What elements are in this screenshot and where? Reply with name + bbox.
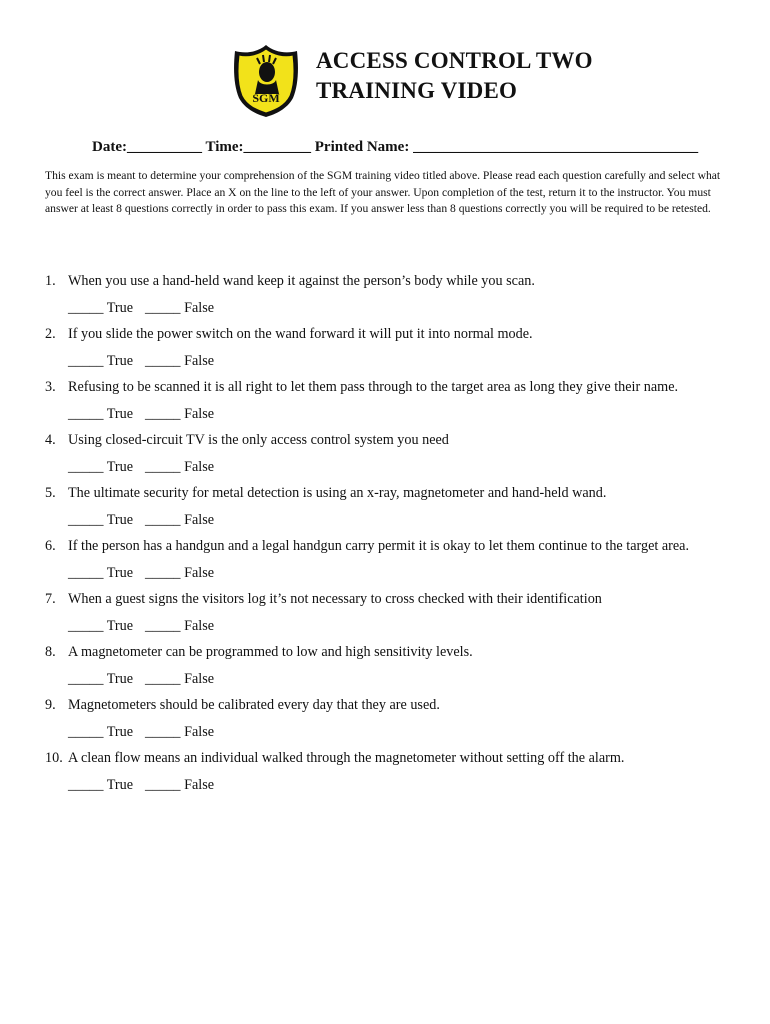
false-answer-blank[interactable]: _____ False — [145, 670, 215, 687]
answer-options — [45, 772, 735, 799]
title-line-2: TRAINING VIDEO — [316, 78, 518, 103]
false-answer-blank[interactable]: _____ False — [145, 458, 215, 475]
question-item — [45, 586, 735, 639]
question-text: When a guest signs the visitors log it’s not necessary to cross checked with their identification — [68, 591, 602, 607]
answer-options — [45, 454, 735, 481]
question-row — [45, 268, 735, 295]
question-text: If the person has a handgun and a legal handgun carry permit it is okay to let them continue to the target area. — [68, 538, 690, 554]
date-time-name-fields: Date:__________ Time:_________ Printed Name: ______________________________________ — [92, 139, 699, 155]
question-item — [45, 745, 735, 798]
question-text: When you use a hand-held wand keep it against the person’s body while you scan. — [68, 273, 535, 289]
question-row — [45, 427, 735, 454]
false-answer-blank[interactable]: _____ False — [145, 405, 215, 422]
false-answer-blank[interactable]: _____ False — [145, 776, 215, 793]
answer-options — [45, 348, 735, 375]
question-number: 9. — [45, 697, 56, 713]
question-list — [45, 268, 735, 798]
question-number: 2. — [45, 326, 56, 342]
instructions-paragraph: This exam is meant to determine your comprehension of the SGM training video titled above. Please read each question carefully and select what you feel is the correct answer. Place an X on the line to the left of your answer. Upon completion of the test, return it to the instructor. You must answer at least 8 questions correctly in order to pass this exam. If you answer less than 8 questions correctly you will be required to be retested. — [45, 169, 721, 215]
question-row — [45, 586, 735, 613]
false-answer-blank[interactable]: _____ False — [145, 564, 215, 581]
question-text: The ultimate security for metal detection is using an x-ray, magnetometer and hand-held wand. — [68, 485, 607, 501]
answer-options — [45, 719, 735, 746]
true-answer-blank[interactable]: _____ True — [68, 564, 134, 581]
false-answer-blank[interactable]: _____ False — [145, 723, 215, 740]
false-answer-blank[interactable]: _____ False — [145, 299, 215, 316]
true-answer-blank[interactable]: _____ True — [68, 511, 134, 528]
false-answer-blank[interactable]: _____ False — [145, 617, 215, 634]
true-answer-blank[interactable]: _____ True — [68, 458, 134, 475]
true-answer-blank[interactable]: _____ True — [68, 617, 134, 634]
logo-text: SGM — [252, 91, 280, 105]
question-item — [45, 533, 735, 586]
question-number: 6. — [45, 538, 56, 554]
question-number: 3. — [45, 379, 56, 395]
answer-options — [45, 401, 735, 428]
question-row — [45, 745, 735, 772]
answer-options — [45, 560, 735, 587]
question-item — [45, 321, 735, 374]
false-answer-blank[interactable]: _____ False — [145, 511, 215, 528]
question-row — [45, 480, 735, 507]
question-item — [45, 427, 735, 480]
answer-options — [45, 507, 735, 534]
question-number: 8. — [45, 644, 56, 660]
question-number: 1. — [45, 273, 56, 289]
question-row — [45, 692, 735, 719]
title-line-1: ACCESS CONTROL TWO — [316, 48, 593, 73]
question-item — [45, 268, 735, 321]
question-item — [45, 374, 735, 427]
false-answer-blank[interactable]: _____ False — [145, 352, 215, 369]
answer-options — [45, 295, 735, 322]
answer-options — [45, 613, 735, 640]
question-number: 4. — [45, 432, 56, 448]
question-number: 7. — [45, 591, 56, 607]
question-text: A clean flow means an individual walked through the magnetometer without setting off the alarm. — [68, 750, 625, 766]
true-answer-blank[interactable]: _____ True — [68, 352, 134, 369]
question-number: 10. — [45, 750, 63, 766]
true-answer-blank[interactable]: _____ True — [68, 670, 134, 687]
question-text: Refusing to be scanned it is all right to let them pass through to the target area as long they give their name. — [68, 379, 679, 395]
page-title — [316, 46, 593, 106]
true-answer-blank[interactable]: _____ True — [68, 776, 134, 793]
true-answer-blank[interactable]: _____ True — [68, 405, 134, 422]
question-item — [45, 639, 735, 692]
true-answer-blank[interactable]: _____ True — [68, 723, 134, 740]
question-row — [45, 639, 735, 666]
question-text: If you slide the power switch on the wand forward it will put it into normal mode. — [68, 326, 533, 342]
question-number: 5. — [45, 485, 56, 501]
question-item — [45, 692, 735, 745]
question-text: Using closed-circuit TV is the only access control system you need — [68, 432, 449, 448]
question-row — [45, 321, 735, 348]
question-row — [45, 374, 735, 401]
question-row — [45, 533, 735, 560]
sgm-shield-logo — [230, 42, 302, 118]
question-text: Magnetometers should be calibrated every day that they are used. — [68, 697, 440, 713]
answer-options — [45, 666, 735, 693]
question-text: A magnetometer can be programmed to low and high sensitivity levels. — [68, 644, 473, 660]
question-item — [45, 480, 735, 533]
true-answer-blank[interactable]: _____ True — [68, 299, 134, 316]
